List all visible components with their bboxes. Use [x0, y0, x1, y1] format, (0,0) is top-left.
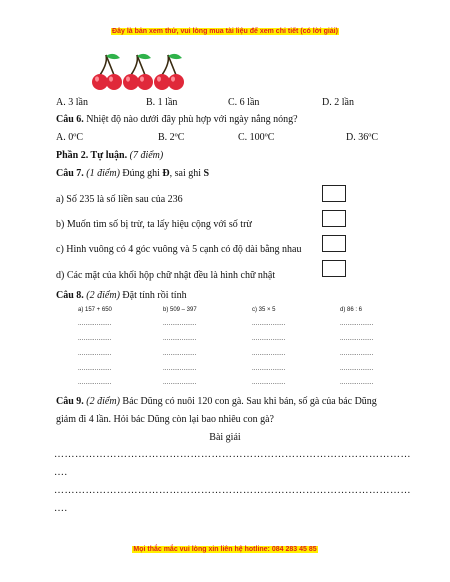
- q6-option-b: B. 2ºC: [158, 132, 185, 143]
- answer-line: …………………………………………………………………………………………: [54, 449, 411, 460]
- q8-points: (2 điểm): [83, 290, 120, 301]
- q6-option-d: D. 36ºC: [346, 132, 378, 143]
- dotted-line: ..................: [78, 336, 112, 342]
- q7-item-b: b) Muốn tìm số bị trừ, ta lấy hiệu cộng với số trừ: [56, 219, 252, 230]
- q7-answer-box-a[interactable]: [322, 185, 346, 202]
- q7-s: S: [203, 168, 210, 179]
- calc-d: d) 86 : 6: [340, 307, 363, 313]
- dotted-line: ..................: [163, 351, 197, 357]
- q6-label: Câu 6.: [56, 114, 84, 125]
- q7-item-d: d) Các mặt của khối hộp chữ nhật đều là hình chữ nhật: [56, 270, 276, 281]
- calc-b: b) 509 – 397: [163, 307, 197, 313]
- q9-text-1: Bác Dũng có nuôi 120 con gà. Sau khi bán, số gà của bác Dũng: [119, 396, 377, 407]
- dotted-line: ..................: [252, 366, 286, 372]
- answer-line: …………………………………………………………………………………………: [54, 485, 411, 496]
- hotline-banner: [0, 546, 450, 553]
- part2-title: Phần 2. Tự luận.: [56, 150, 128, 161]
- dotted-line: ..................: [340, 336, 374, 342]
- q7-item-c: c) Hình vuông có 4 góc vuông và 5 cạnh có độ dài bằng nhau: [56, 244, 302, 255]
- question-6: [56, 114, 298, 126]
- dotted-line: ..................: [163, 336, 197, 342]
- q8-text: Đặt tính rồi tính: [119, 290, 187, 301]
- dotted-line: ..................: [78, 380, 112, 386]
- q5-option-a: A. 3 lần: [56, 97, 88, 108]
- solution-label: Bài giải: [209, 432, 241, 443]
- q6-text: Nhiệt độ nào dưới đây phù hợp với ngày nắng nóng?: [83, 114, 298, 125]
- q7-item-a: a) Số 235 là số liền sau của 236: [56, 194, 183, 205]
- q7-d: Đ: [162, 168, 170, 179]
- preview-banner-text: Đây là bản xem thử, vui lòng mua tài liệu để xem chi tiết (có lời giải): [112, 28, 338, 35]
- q5-option-b: B. 1 lần: [146, 97, 178, 108]
- calc-a: a) 157 + 650: [78, 307, 112, 313]
- q9-label: Câu 9.: [56, 396, 84, 407]
- q7-text: Đúng ghi: [119, 168, 163, 179]
- q8-label: Câu 8.: [56, 290, 84, 301]
- dotted-line: ..................: [340, 380, 374, 386]
- hotline-banner-text: Mọi thắc mắc vui lòng xin liên hệ hotline: 084 283 45 85: [133, 546, 317, 553]
- dotted-line: ..................: [340, 351, 374, 357]
- dotted-line: ..................: [340, 366, 374, 372]
- dotted-line: ..................: [78, 351, 112, 357]
- answer-line-tail: ….: [54, 467, 68, 478]
- dotted-line: ..................: [163, 380, 197, 386]
- dotted-line: ..................: [163, 321, 197, 327]
- dotted-line: ..................: [252, 321, 286, 327]
- q7-answer-box-d[interactable]: [322, 260, 346, 277]
- cherry-icon: [92, 53, 184, 93]
- preview-banner: [0, 28, 450, 35]
- dotted-line: ..................: [340, 321, 374, 327]
- question-9-line-2: giảm đi 4 lần. Hỏi bác Dũng còn lại bao nhiêu con gà?: [56, 414, 274, 425]
- q7-points: (1 điểm): [83, 168, 120, 179]
- q7-mid: , sai ghi: [169, 168, 204, 179]
- dotted-line: ..................: [252, 351, 286, 357]
- question-8: [56, 290, 187, 302]
- q5-option-c: C. 6 lần: [228, 97, 260, 108]
- q6-option-a: A. 0ºC: [56, 132, 83, 143]
- part-2-heading: [56, 150, 163, 162]
- q9-points: (2 điểm): [83, 396, 120, 407]
- part2-points: (7 điểm): [127, 150, 164, 161]
- answer-line-tail: ….: [54, 503, 68, 514]
- q5-option-d: D. 2 lần: [322, 97, 354, 108]
- q7-label: Câu 7.: [56, 168, 84, 179]
- q6-option-c: C. 100ºC: [238, 132, 275, 143]
- question-9-line-1: [56, 396, 377, 408]
- dotted-line: ..................: [163, 366, 197, 372]
- dotted-line: ..................: [78, 321, 112, 327]
- question-7: [56, 168, 209, 180]
- dotted-line: ..................: [78, 366, 112, 372]
- dotted-line: ..................: [252, 380, 286, 386]
- q7-answer-box-b[interactable]: [322, 210, 346, 227]
- calc-c: c) 35 × 5: [252, 307, 276, 313]
- q7-answer-box-c[interactable]: [322, 235, 346, 252]
- dotted-line: ..................: [252, 336, 286, 342]
